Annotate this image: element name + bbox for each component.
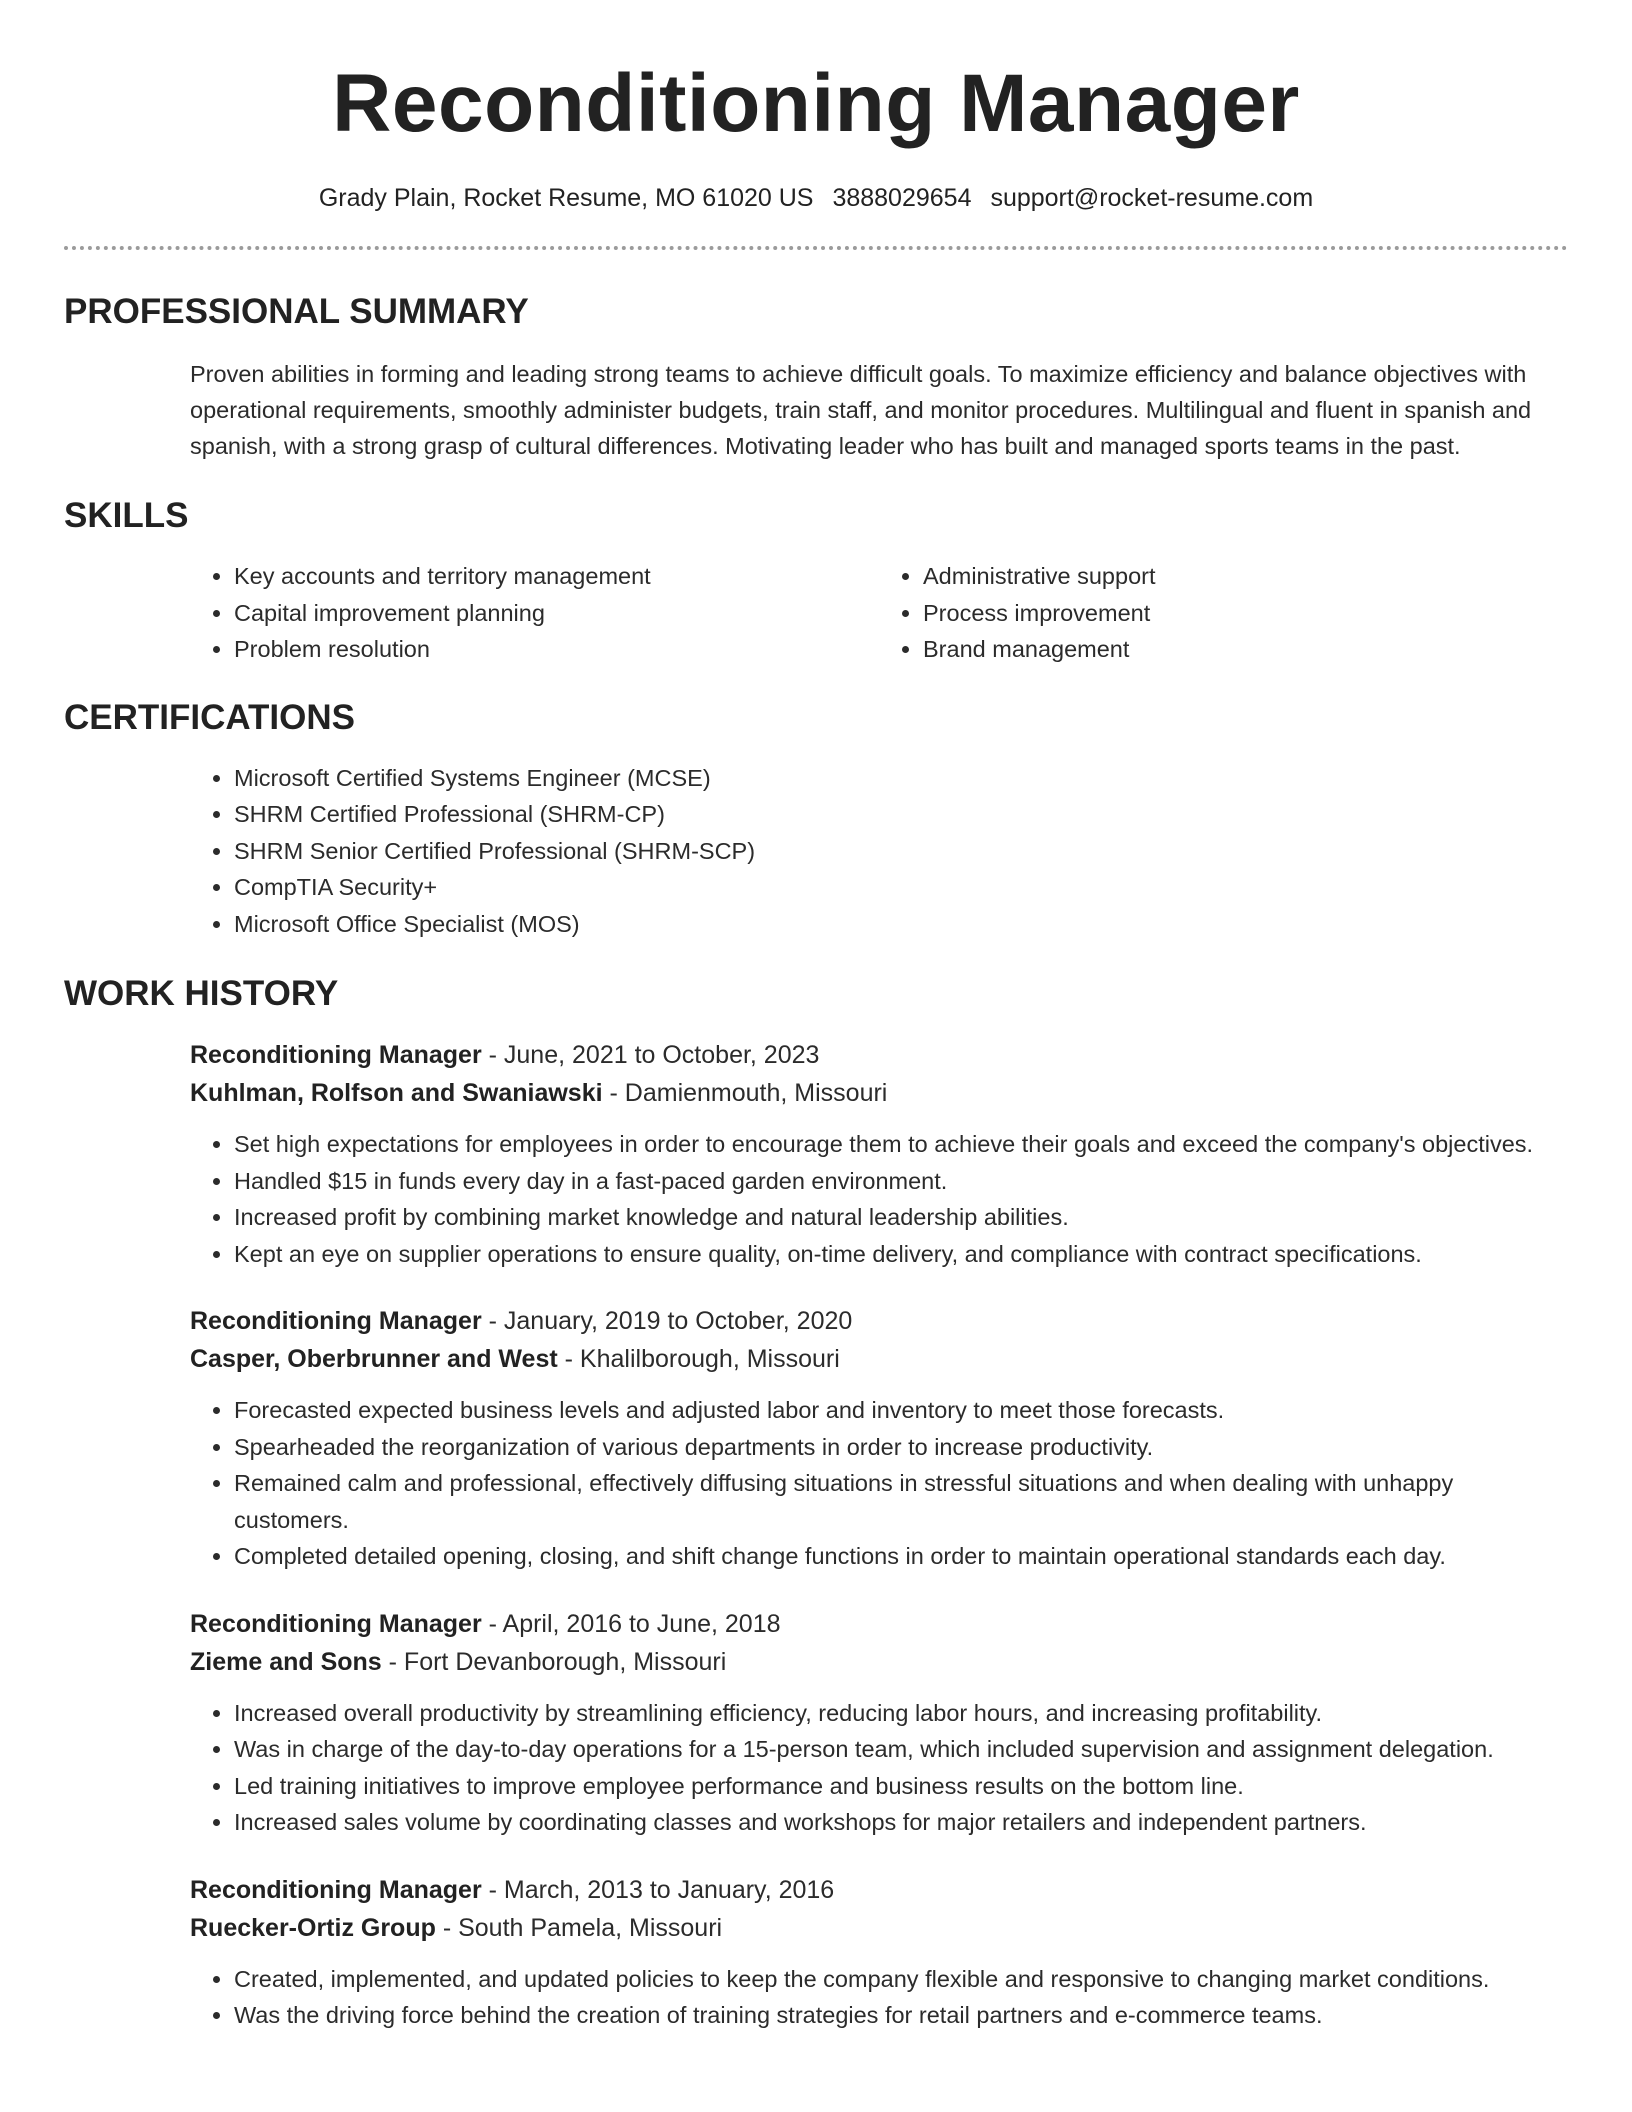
- job-bullet: • Increased sales volume by coordinating classes and workshops for major retailers and independent partners.: [234, 1804, 1568, 1841]
- skill-item: • Capital improvement planning: [234, 595, 879, 632]
- skills-list: [190, 558, 1568, 668]
- job-bullet: • Completed detailed opening, closing, and shift change functions in order to maintain operational standards each day.: [234, 1538, 1568, 1575]
- job-company: Kuhlman, Rolfson and Swaniawski: [190, 1079, 603, 1107]
- job-company-line: [190, 1074, 1568, 1112]
- certification-item: • Microsoft Certified Systems Engineer (MCSE): [234, 760, 1568, 797]
- job-dates: - March, 2013 to January, 2016: [481, 1875, 835, 1904]
- certification-item: • SHRM Certified Professional (SHRM-CP): [234, 796, 1568, 833]
- skill-item: • Key accounts and territory management: [234, 558, 879, 595]
- job-role-line: [190, 1302, 1568, 1340]
- job-location: - Fort Devanborough, Missouri: [381, 1647, 727, 1676]
- job-role: Reconditioning Manager: [190, 1875, 482, 1904]
- skill-item: • Administrative support: [923, 558, 1568, 595]
- job-role: Reconditioning Manager: [190, 1307, 482, 1335]
- job-location: - Damienmouth, Missouri: [602, 1079, 888, 1107]
- job-company: Ruecker-Ortiz Group: [190, 1913, 436, 1942]
- job-bullet: • Was the driving force behind the creation of training strategies for retail partners and e-commerce teams.: [234, 1997, 1568, 2034]
- job-entry: [190, 1036, 1568, 1272]
- certification-item: • CompTIA Security+: [234, 869, 1568, 906]
- skills-heading: SKILLS: [64, 496, 189, 535]
- certification-item: • SHRM Senior Certified Professional (SHRM-SCP): [234, 833, 1568, 870]
- contact-line: [64, 181, 1568, 215]
- job-bullet: • Kept an eye on supplier operations to ensure quality, on-time delivery, and compliance with contract specifications.: [234, 1236, 1568, 1273]
- job-dates: - January, 2019 to October, 2020: [481, 1307, 853, 1335]
- job-role-line: [190, 1871, 1568, 1909]
- skills-column-right: [879, 558, 1568, 668]
- job-bullet: • Led training initiatives to improve employee performance and business results on the bottom line.: [234, 1768, 1568, 1805]
- skill-item: • Brand management: [923, 631, 1568, 668]
- certification-item: • Microsoft Office Specialist (MOS): [234, 906, 1568, 943]
- job-entry: [190, 1871, 1568, 2034]
- job-location: - Khalilborough, Missouri: [557, 1345, 840, 1373]
- job-bullet: • Spearheaded the reorganization of various departments in order to increase productivity.: [234, 1429, 1568, 1466]
- summary-text: Proven abilities in forming and leading strong teams to achieve difficult goals. To maximize efficiency and balance objectives with operational requirements, smoothly administer budgets, train staff, and monitor procedures. Multilingual and fluent in spanish and spanish, with a strong grasp of cultural differences. Motivating leader who has built and managed sports teams in the past.: [190, 361, 1532, 459]
- skill-item: • Problem resolution: [234, 631, 879, 668]
- skill-item: • Process improvement: [923, 595, 1568, 632]
- job-company: Casper, Oberbrunner and West: [190, 1345, 558, 1373]
- job-role-line: [190, 1605, 1568, 1643]
- job-entry: [190, 1605, 1568, 1841]
- work-history-heading: WORK HISTORY: [64, 974, 339, 1013]
- job-bullet: • Created, implemented, and updated policies to keep the company flexible and responsive to changing market conditions.: [234, 1961, 1568, 1998]
- resume-name: Reconditioning Manager: [332, 58, 1300, 149]
- job-company-line: [190, 1909, 1568, 1947]
- job-bullet: • Forecasted expected business levels and adjusted labor and inventory to meet those forecasts.: [234, 1392, 1568, 1429]
- skills-column-left: [190, 558, 879, 668]
- job-bullets: [190, 1695, 1568, 1841]
- contact-address: Grady Plain, Rocket Resume, MO 61020 US: [318, 184, 814, 212]
- job-location: - South Pamela, Missouri: [435, 1913, 723, 1942]
- job-company-line: [190, 1643, 1568, 1681]
- job-role: Reconditioning Manager: [190, 1041, 482, 1069]
- job-bullet: • Increased profit by combining market knowledge and natural leadership abilities.: [234, 1199, 1568, 1236]
- certifications-heading: CERTIFICATIONS: [64, 697, 356, 737]
- job-dates: - June, 2021 to October, 2023: [481, 1041, 820, 1069]
- job-bullet: • Set high expectations for employees in order to encourage them to achieve their goals and exceed the company's objectives.: [234, 1126, 1568, 1163]
- job-company: Zieme and Sons: [190, 1647, 382, 1676]
- job-bullets: [190, 1126, 1568, 1272]
- job-bullets: [190, 1961, 1568, 2034]
- job-entry: [190, 1302, 1568, 1575]
- summary-heading: PROFESSIONAL SUMMARY: [64, 292, 529, 331]
- job-bullets: [190, 1392, 1568, 1575]
- job-bullet: • Was in charge of the day-to-day operations for a 15-person team, which included supervision and assignment delegation.: [234, 1731, 1568, 1768]
- certifications-list: [190, 760, 1568, 943]
- job-bullet: • Remained calm and professional, effectively diffusing situations in stressful situations and when dealing with unhappy customers.: [234, 1465, 1568, 1538]
- contact-phone: 3888029654: [832, 184, 972, 212]
- job-role-line: [190, 1036, 1568, 1074]
- job-role: Reconditioning Manager: [190, 1609, 482, 1638]
- job-bullet: • Increased overall productivity by streamlining efficiency, reducing labor hours, and increasing profitability.: [234, 1695, 1568, 1732]
- job-bullet: • Handled $15 in funds every day in a fast-paced garden environment.: [234, 1163, 1568, 1200]
- job-company-line: [190, 1340, 1568, 1378]
- job-dates: - April, 2016 to June, 2018: [481, 1609, 781, 1638]
- contact-email: support@rocket-resume.com: [990, 184, 1314, 212]
- header-divider: [64, 246, 1568, 250]
